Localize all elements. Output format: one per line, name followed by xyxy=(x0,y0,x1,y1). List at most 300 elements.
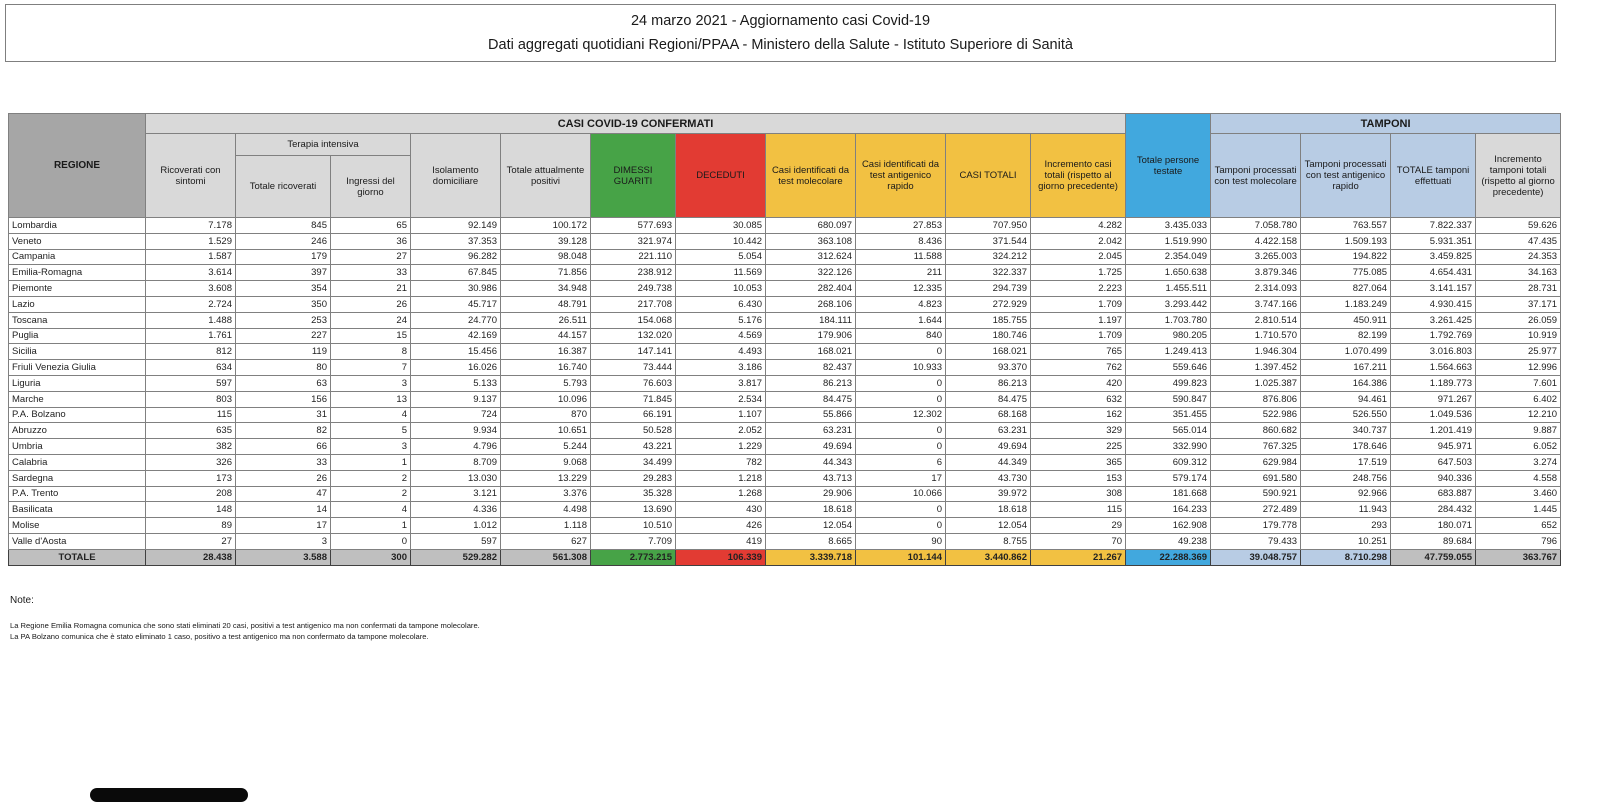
data-cell: 980.205 xyxy=(1126,328,1211,344)
data-cell: 1.201.419 xyxy=(1391,423,1476,439)
data-cell: 419 xyxy=(676,533,766,549)
totale-data-cell: 2.773.215 xyxy=(591,549,676,565)
data-cell: 0 xyxy=(856,502,946,518)
data-cell: 9.934 xyxy=(411,423,501,439)
data-cell: 565.014 xyxy=(1126,423,1211,439)
data-cell: 15.456 xyxy=(411,344,501,360)
totale-data-cell: 300 xyxy=(331,549,411,565)
data-cell: 29.906 xyxy=(766,486,856,502)
region-name-cell: Piemonte xyxy=(9,281,146,297)
data-cell: 0 xyxy=(856,344,946,360)
data-cell: 29 xyxy=(1031,518,1126,534)
data-cell: 7.178 xyxy=(146,218,236,234)
data-cell: 1.703.780 xyxy=(1126,312,1211,328)
data-cell: 0 xyxy=(331,533,411,549)
data-cell: 363.108 xyxy=(766,233,856,249)
data-cell: 332.990 xyxy=(1126,439,1211,455)
data-cell: 181.668 xyxy=(1126,486,1211,502)
data-cell: 11.943 xyxy=(1301,502,1391,518)
data-cell: 1.455.511 xyxy=(1126,281,1211,297)
data-cell: 762 xyxy=(1031,360,1126,376)
data-cell: 272.489 xyxy=(1211,502,1301,518)
data-cell: 647.503 xyxy=(1391,454,1476,470)
table-row xyxy=(9,407,1561,423)
data-cell: 2.354.049 xyxy=(1126,249,1211,265)
table-row xyxy=(9,486,1561,502)
data-cell: 707.950 xyxy=(946,218,1031,234)
data-cell: 3.376 xyxy=(501,486,591,502)
data-cell: 24 xyxy=(331,312,411,328)
header-dimessi-guariti: DIMESSI GUARITI xyxy=(591,134,676,218)
data-cell: 4.498 xyxy=(501,502,591,518)
header-totale-tamponi: TOTALE tamponi effettuati xyxy=(1391,134,1476,218)
data-cell: 24.353 xyxy=(1476,249,1561,265)
data-cell: 1.218 xyxy=(676,470,766,486)
data-cell: 13.030 xyxy=(411,470,501,486)
table-row xyxy=(9,470,1561,486)
data-cell: 67.845 xyxy=(411,265,501,281)
data-cell: 2 xyxy=(331,486,411,502)
data-cell: 246 xyxy=(236,233,331,249)
table-body xyxy=(9,218,1561,566)
data-cell: 1.107 xyxy=(676,407,766,423)
data-cell: 940.336 xyxy=(1391,470,1476,486)
data-cell: 590.921 xyxy=(1211,486,1301,502)
table-row xyxy=(9,218,1561,234)
data-cell: 340.737 xyxy=(1301,423,1391,439)
data-cell: 1.519.990 xyxy=(1126,233,1211,249)
region-name-cell: Marche xyxy=(9,391,146,407)
data-cell: 3.265.003 xyxy=(1211,249,1301,265)
data-cell: 3 xyxy=(236,533,331,549)
data-cell: 82.199 xyxy=(1301,328,1391,344)
data-cell: 119 xyxy=(236,344,331,360)
table-row xyxy=(9,312,1561,328)
data-cell: 37.171 xyxy=(1476,296,1561,312)
data-cell: 26 xyxy=(236,470,331,486)
data-cell: 148 xyxy=(146,502,236,518)
data-cell: 179.778 xyxy=(1211,518,1301,534)
data-cell: 6 xyxy=(856,454,946,470)
data-cell: 796 xyxy=(1476,533,1561,549)
data-cell: 5.054 xyxy=(676,249,766,265)
data-cell: 173 xyxy=(146,470,236,486)
data-cell: 632 xyxy=(1031,391,1126,407)
data-cell: 44.343 xyxy=(766,454,856,470)
data-cell: 579.174 xyxy=(1126,470,1211,486)
data-cell: 3.879.346 xyxy=(1211,265,1301,281)
data-cell: 4.654.431 xyxy=(1391,265,1476,281)
totale-data-cell: 39.048.757 xyxy=(1211,549,1301,565)
data-cell: 33 xyxy=(236,454,331,470)
data-cell: 426 xyxy=(676,518,766,534)
data-cell: 1.118 xyxy=(501,518,591,534)
data-cell: 0 xyxy=(856,423,946,439)
header-tamponi-molecolare: Tamponi processati con test molecolare xyxy=(1211,134,1301,218)
data-cell: 12.054 xyxy=(946,518,1031,534)
data-cell: 221.110 xyxy=(591,249,676,265)
report-title-box xyxy=(5,4,1556,62)
data-cell: 1.445 xyxy=(1476,502,1561,518)
data-cell: 194.822 xyxy=(1301,249,1391,265)
data-cell: 382 xyxy=(146,439,236,455)
data-cell: 168.021 xyxy=(946,344,1031,360)
table-row xyxy=(9,296,1561,312)
data-cell: 180.071 xyxy=(1391,518,1476,534)
data-cell: 27 xyxy=(331,249,411,265)
header-incremento-tamponi: Incremento tamponi totali (rispetto al giorno precedente) xyxy=(1476,134,1561,218)
data-cell: 71.856 xyxy=(501,265,591,281)
data-cell: 26 xyxy=(331,296,411,312)
data-cell: 590.847 xyxy=(1126,391,1211,407)
data-cell: 48.791 xyxy=(501,296,591,312)
data-cell: 18.618 xyxy=(766,502,856,518)
data-cell: 326 xyxy=(146,454,236,470)
data-cell: 7.822.337 xyxy=(1391,218,1476,234)
data-cell: 597 xyxy=(146,375,236,391)
data-cell: 767.325 xyxy=(1211,439,1301,455)
data-cell: 827.064 xyxy=(1301,281,1391,297)
data-cell: 17.519 xyxy=(1301,454,1391,470)
data-cell: 1.792.769 xyxy=(1391,328,1476,344)
data-cell: 27.853 xyxy=(856,218,946,234)
data-cell: 63 xyxy=(236,375,331,391)
data-cell: 185.755 xyxy=(946,312,1031,328)
data-cell: 10.053 xyxy=(676,281,766,297)
table-row xyxy=(9,533,1561,549)
data-cell: 10.933 xyxy=(856,360,946,376)
data-cell: 635 xyxy=(146,423,236,439)
data-cell: 1.197 xyxy=(1031,312,1126,328)
header-casi-totali: CASI TOTALI xyxy=(946,134,1031,218)
data-cell: 164.233 xyxy=(1126,502,1211,518)
data-cell: 627 xyxy=(501,533,591,549)
data-cell: 1.644 xyxy=(856,312,946,328)
data-cell: 86.213 xyxy=(766,375,856,391)
header-persone-testate: Totale persone testate xyxy=(1126,114,1211,218)
data-cell: 29.283 xyxy=(591,470,676,486)
data-cell: 1.725 xyxy=(1031,265,1126,281)
data-cell: 2.810.514 xyxy=(1211,312,1301,328)
data-cell: 49.694 xyxy=(766,439,856,455)
data-cell: 7.601 xyxy=(1476,375,1561,391)
data-cell: 36 xyxy=(331,233,411,249)
data-cell: 293 xyxy=(1301,518,1391,534)
table-row xyxy=(9,423,1561,439)
data-cell: 1.070.499 xyxy=(1301,344,1391,360)
data-cell: 870 xyxy=(501,407,591,423)
header-casi-molecolare: Casi identificati da test molecolare xyxy=(766,134,856,218)
data-cell: 66 xyxy=(236,439,331,455)
table-row xyxy=(9,360,1561,376)
data-cell: 4.282 xyxy=(1031,218,1126,234)
header-ingressi-giorno: Ingressi del giorno xyxy=(331,156,411,218)
data-cell: 3.459.825 xyxy=(1391,249,1476,265)
data-cell: 597 xyxy=(411,533,501,549)
data-cell: 268.106 xyxy=(766,296,856,312)
data-cell: 13.690 xyxy=(591,502,676,518)
region-name-cell: Emilia-Romagna xyxy=(9,265,146,281)
data-cell: 322.337 xyxy=(946,265,1031,281)
data-cell: 7.058.780 xyxy=(1211,218,1301,234)
report-subtitle: Dati aggregati quotidiani Regioni/PPAA - Ministero della Salute - Istituto Superiore di Sanità xyxy=(488,37,1073,53)
data-cell: 12.054 xyxy=(766,518,856,534)
data-cell: 1.183.249 xyxy=(1301,296,1391,312)
header-band-casi-confermati: CASI COVID-19 CONFERMATI xyxy=(146,114,1126,134)
data-cell: 179.906 xyxy=(766,328,856,344)
data-cell: 10.066 xyxy=(856,486,946,502)
data-cell: 42.169 xyxy=(411,328,501,344)
data-cell: 322.126 xyxy=(766,265,856,281)
data-cell: 132.020 xyxy=(591,328,676,344)
data-cell: 68.168 xyxy=(946,407,1031,423)
data-cell: 1.397.452 xyxy=(1211,360,1301,376)
data-cell: 812 xyxy=(146,344,236,360)
data-cell: 82 xyxy=(236,423,331,439)
data-cell: 845 xyxy=(236,218,331,234)
data-cell: 180.746 xyxy=(946,328,1031,344)
data-cell: 4.422.158 xyxy=(1211,233,1301,249)
table-row xyxy=(9,265,1561,281)
data-cell: 3.016.803 xyxy=(1391,344,1476,360)
data-cell: 577.693 xyxy=(591,218,676,234)
data-cell: 80 xyxy=(236,360,331,376)
data-cell: 371.544 xyxy=(946,233,1031,249)
header-totale-ricoverati: Totale ricoverati xyxy=(236,156,331,218)
totale-data-cell: 106.339 xyxy=(676,549,766,565)
data-cell: 3.293.442 xyxy=(1126,296,1211,312)
region-name-cell: Sicilia xyxy=(9,344,146,360)
data-cell: 1.587 xyxy=(146,249,236,265)
data-cell: 2.534 xyxy=(676,391,766,407)
data-cell: 21 xyxy=(331,281,411,297)
table-row xyxy=(9,328,1561,344)
data-cell: 9.137 xyxy=(411,391,501,407)
totale-label-cell: TOTALE xyxy=(9,549,146,565)
data-cell: 211 xyxy=(856,265,946,281)
data-cell: 70 xyxy=(1031,533,1126,549)
data-cell: 652 xyxy=(1476,518,1561,534)
header-totale-positivi: Totale attualmente positivi xyxy=(501,134,591,218)
data-cell: 5.793 xyxy=(501,375,591,391)
data-cell: 8.436 xyxy=(856,233,946,249)
data-cell: 1.709 xyxy=(1031,328,1126,344)
data-cell: 0 xyxy=(856,518,946,534)
data-cell: 50.528 xyxy=(591,423,676,439)
data-cell: 6.402 xyxy=(1476,391,1561,407)
data-cell: 76.603 xyxy=(591,375,676,391)
report-date-title: 24 marzo 2021 - Aggiornamento casi Covid-19 xyxy=(630,13,931,29)
data-cell: 47.435 xyxy=(1476,233,1561,249)
data-cell: 5 xyxy=(331,423,411,439)
data-cell: 65 xyxy=(331,218,411,234)
data-cell: 0 xyxy=(856,375,946,391)
data-cell: 12.210 xyxy=(1476,407,1561,423)
data-cell: 11.569 xyxy=(676,265,766,281)
totale-data-cell: 363.767 xyxy=(1476,549,1561,565)
data-cell: 178.646 xyxy=(1301,439,1391,455)
data-cell: 63.231 xyxy=(766,423,856,439)
data-cell: 609.312 xyxy=(1126,454,1211,470)
data-cell: 217.708 xyxy=(591,296,676,312)
data-cell: 100.172 xyxy=(501,218,591,234)
table-row xyxy=(9,439,1561,455)
data-cell: 227 xyxy=(236,328,331,344)
data-cell: 24.770 xyxy=(411,312,501,328)
data-cell: 782 xyxy=(676,454,766,470)
data-cell: 8 xyxy=(331,344,411,360)
data-cell: 1.025.387 xyxy=(1211,375,1301,391)
data-cell: 184.111 xyxy=(766,312,856,328)
data-cell: 4.493 xyxy=(676,344,766,360)
data-cell: 4.796 xyxy=(411,439,501,455)
totale-data-cell: 22.288.369 xyxy=(1126,549,1211,565)
data-cell: 4.558 xyxy=(1476,470,1561,486)
data-cell: 47 xyxy=(236,486,331,502)
data-cell: 765 xyxy=(1031,344,1126,360)
region-name-cell: Lombardia xyxy=(9,218,146,234)
region-name-cell: Calabria xyxy=(9,454,146,470)
header-incremento-casi: Incremento casi totali (rispetto al giorno precedente) xyxy=(1031,134,1126,218)
data-cell: 10.651 xyxy=(501,423,591,439)
data-cell: 89.684 xyxy=(1391,533,1476,549)
data-cell: 30.085 xyxy=(676,218,766,234)
data-cell: 16.387 xyxy=(501,344,591,360)
data-cell: 13 xyxy=(331,391,411,407)
totale-data-cell: 3.440.862 xyxy=(946,549,1031,565)
data-cell: 284.432 xyxy=(1391,502,1476,518)
data-cell: 3 xyxy=(331,375,411,391)
table-header xyxy=(9,114,1561,218)
data-cell: 5.931.351 xyxy=(1391,233,1476,249)
data-cell: 4.930.415 xyxy=(1391,296,1476,312)
data-cell: 34.499 xyxy=(591,454,676,470)
table-row xyxy=(9,375,1561,391)
data-cell: 329 xyxy=(1031,423,1126,439)
data-cell: 4.336 xyxy=(411,502,501,518)
data-cell: 2.223 xyxy=(1031,281,1126,297)
region-name-cell: P.A. Bolzano xyxy=(9,407,146,423)
data-cell: 154.068 xyxy=(591,312,676,328)
data-cell: 559.646 xyxy=(1126,360,1211,376)
data-cell: 84.475 xyxy=(766,391,856,407)
data-cell: 44.157 xyxy=(501,328,591,344)
data-cell: 238.912 xyxy=(591,265,676,281)
data-cell: 6.430 xyxy=(676,296,766,312)
data-cell: 25.977 xyxy=(1476,344,1561,360)
region-name-cell: P.A. Trento xyxy=(9,486,146,502)
data-cell: 4 xyxy=(331,407,411,423)
data-cell: 16.740 xyxy=(501,360,591,376)
data-cell: 12.335 xyxy=(856,281,946,297)
data-cell: 73.444 xyxy=(591,360,676,376)
data-cell: 272.929 xyxy=(946,296,1031,312)
data-cell: 93.370 xyxy=(946,360,1031,376)
data-cell: 683.887 xyxy=(1391,486,1476,502)
data-cell: 92.966 xyxy=(1301,486,1391,502)
data-cell: 2.042 xyxy=(1031,233,1126,249)
data-cell: 33 xyxy=(331,265,411,281)
data-cell: 5.133 xyxy=(411,375,501,391)
data-cell: 31 xyxy=(236,407,331,423)
data-cell: 9.068 xyxy=(501,454,591,470)
data-cell: 49.238 xyxy=(1126,533,1211,549)
data-cell: 82.437 xyxy=(766,360,856,376)
data-cell: 162 xyxy=(1031,407,1126,423)
data-cell: 8.665 xyxy=(766,533,856,549)
data-cell: 10.510 xyxy=(591,518,676,534)
data-cell: 225 xyxy=(1031,439,1126,455)
data-cell: 168.021 xyxy=(766,344,856,360)
data-cell: 5.244 xyxy=(501,439,591,455)
data-cell: 522.986 xyxy=(1211,407,1301,423)
data-cell: 248.756 xyxy=(1301,470,1391,486)
region-name-cell: Toscana xyxy=(9,312,146,328)
region-name-cell: Veneto xyxy=(9,233,146,249)
notes-section xyxy=(10,595,910,642)
data-cell: 10.442 xyxy=(676,233,766,249)
data-cell: 253 xyxy=(236,312,331,328)
data-cell: 27 xyxy=(146,533,236,549)
totale-row xyxy=(9,549,1561,565)
data-cell: 1.709 xyxy=(1031,296,1126,312)
data-cell: 17 xyxy=(236,518,331,534)
data-cell: 1.229 xyxy=(676,439,766,455)
data-cell: 10.251 xyxy=(1301,533,1391,549)
data-cell: 90 xyxy=(856,533,946,549)
data-cell: 35.328 xyxy=(591,486,676,502)
covid-data-table xyxy=(8,113,1561,566)
data-cell: 43.221 xyxy=(591,439,676,455)
notes-heading: Note: xyxy=(10,595,34,606)
data-cell: 96.282 xyxy=(411,249,501,265)
data-cell: 840 xyxy=(856,328,946,344)
data-cell: 4.569 xyxy=(676,328,766,344)
header-deceduti: DECEDUTI xyxy=(676,134,766,218)
data-cell: 13.229 xyxy=(501,470,591,486)
region-name-cell: Sardegna xyxy=(9,470,146,486)
table-row xyxy=(9,391,1561,407)
data-cell: 30.986 xyxy=(411,281,501,297)
data-cell: 59.626 xyxy=(1476,218,1561,234)
data-cell: 0 xyxy=(856,439,946,455)
data-cell: 55.866 xyxy=(766,407,856,423)
data-cell: 94.461 xyxy=(1301,391,1391,407)
data-cell: 39.128 xyxy=(501,233,591,249)
region-name-cell: Basilicata xyxy=(9,502,146,518)
data-cell: 162.908 xyxy=(1126,518,1211,534)
table-row xyxy=(9,518,1561,534)
data-cell: 15 xyxy=(331,328,411,344)
data-cell: 2.314.093 xyxy=(1211,281,1301,297)
data-cell: 499.823 xyxy=(1126,375,1211,391)
table-row xyxy=(9,249,1561,265)
data-cell: 691.580 xyxy=(1211,470,1301,486)
region-name-cell: Friuli Venezia Giulia xyxy=(9,360,146,376)
totale-data-cell: 529.282 xyxy=(411,549,501,565)
header-ricoverati-sintomi: Ricoverati con sintomi xyxy=(146,134,236,218)
header-regione: REGIONE xyxy=(9,114,146,218)
data-cell: 98.048 xyxy=(501,249,591,265)
data-cell: 4 xyxy=(331,502,411,518)
data-cell: 1.946.304 xyxy=(1211,344,1301,360)
table-row xyxy=(9,233,1561,249)
data-cell: 2.052 xyxy=(676,423,766,439)
region-name-cell: Campania xyxy=(9,249,146,265)
data-cell: 7.709 xyxy=(591,533,676,549)
data-cell: 3.460 xyxy=(1476,486,1561,502)
data-cell: 775.085 xyxy=(1301,265,1391,281)
